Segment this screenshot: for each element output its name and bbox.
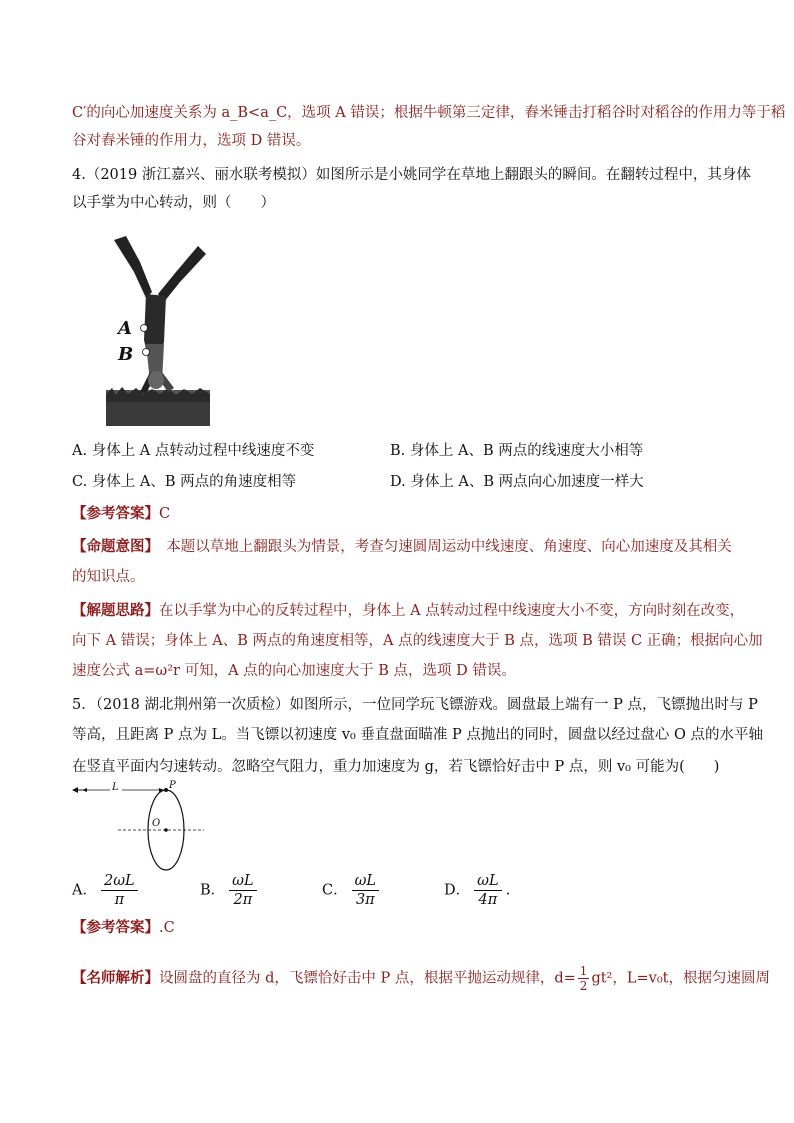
q4-stem-line-1: 4.（2019 浙江嘉兴、丽水联考模拟）如图所示是小姚同学在草地上翻跟头的瞬间。在翻转过程中，其身体: [72, 167, 751, 183]
q5-analysis-pre: 设圆盘的直径为 d，飞镖恰好击中 P 点，根据平抛运动规律，d=: [159, 970, 576, 987]
q4-handstand-photo: [106, 232, 210, 426]
q5-answer-value: .C: [159, 920, 175, 936]
q5-option-d-letter: D．: [444, 882, 471, 899]
q5-stem-line-1: 5．（2018 湖北荆州第一次质检）如图所示，一位同学玩飞镖游戏。圆盘最上端有一 P 点，飞镖抛出时与 P: [72, 697, 758, 713]
q5-answer-line: [72, 917, 175, 939]
q4-option-d: D. 身体上 A、B 两点向心加速度一样大: [390, 474, 644, 490]
q4-intent-text-1: 本题以草地上翻跟头为情景，考查匀速圆周运动中线速度、角速度、向心加速度及其相关: [151, 539, 732, 555]
point-p-marker: [164, 788, 168, 792]
q5-option-c: [322, 872, 383, 909]
q4-answer-value: C: [159, 506, 171, 522]
q4-solution-line-2: 向下 A 错误；身体上 A、B 两点的角速度相等，A 点的线速度大于 B 点，选项 B 错误 C 正确；根据向心加: [72, 633, 763, 649]
q5-option-b-letter: B．: [200, 882, 226, 899]
q4-stem-line-2: 以手掌为中心转动，则（ ）: [72, 195, 275, 211]
q5-stem-line-2: 等高，且距离 P 点为 L。当飞镖以初速度 v₀ 垂直盘面瞄准 P 点抛出的同时，圆盘以经过盘心 O 点的水平轴: [72, 727, 764, 743]
q5-option-a-den: π: [114, 892, 125, 908]
q5-option-a-num: 2ωL: [101, 872, 138, 891]
q5-option-b-fraction: [229, 872, 256, 909]
q4-solution-text-1: 在以手掌为中心的反转过程中，身体上 A 点转动过程中线速度大小不变，方向时刻在改变，: [159, 603, 745, 619]
q4-intent-label: 【命题意图】: [72, 538, 152, 555]
q5-analysis-frac-num: 1: [579, 964, 588, 978]
q5-option-b: [200, 872, 261, 909]
point-o-marker: [164, 828, 168, 832]
continuation-line-1: C′的向心加速度关系为 a_B<a_C，选项 A 错误；根据牛顿第三定律，舂米锤击打稻谷时对稻谷的作用力等于稻: [72, 105, 786, 121]
label-p: P: [169, 780, 176, 791]
q5-option-b-num: ωL: [229, 872, 256, 891]
q4-intent-line-1: [72, 536, 732, 558]
q5-option-c-letter: C．: [322, 882, 348, 899]
q4-option-c: C. 身体上 A、B 两点的角速度相等: [72, 474, 297, 490]
q5-analysis-post: gt²，L=v₀t，根据匀速圆周: [591, 970, 770, 987]
q5-option-d-fraction: [474, 872, 501, 909]
q4-option-a: A. 身体上 A 点转动过程中线速度不变: [72, 443, 315, 459]
continuation-line-2: 谷对舂米锤的作用力，选项 D 错误。: [72, 133, 311, 149]
q5-option-d-num: ωL: [474, 872, 501, 891]
q5-option-d: [444, 872, 510, 909]
label-o: O: [152, 818, 161, 829]
q5-option-d-den: 4π: [478, 892, 498, 908]
q4-intent-line-2: 的知识点。: [72, 569, 145, 585]
photo-label-b: B: [118, 344, 134, 365]
q5-option-a: [72, 872, 142, 909]
q5-option-a-fraction: [101, 872, 138, 909]
q5-stem-line-3: 在竖直平面内匀速转动。忽略空气阻力，重力加速度为 g，若飞镖恰好击中 P 点，则 v₀ 可能为( ): [72, 759, 720, 775]
q5-option-c-num: ωL: [352, 872, 379, 891]
q4-solution-line-1: [72, 600, 744, 622]
q5-option-a-letter: A．: [72, 882, 97, 899]
photo-label-a: A: [118, 318, 132, 339]
q5-option-d-tail: .: [505, 882, 511, 899]
dart-disk-figure: [70, 780, 210, 872]
label-l: L: [112, 782, 119, 793]
q4-option-b: B. 身体上 A、B 两点的线速度大小相等: [390, 443, 644, 459]
point-b-marker: [143, 349, 150, 356]
q5-option-c-den: 3π: [355, 892, 375, 908]
q5-option-b-den: 2π: [233, 892, 253, 908]
q5-analysis-line: [72, 964, 770, 993]
q4-solution-line-3: 速度公式 a=ω²r 可知，A 点的向心加速度大于 B 点，选项 D 错误。: [72, 663, 516, 679]
q5-analysis-frac-den: 2: [579, 979, 588, 993]
q5-analysis-label: 【名师解析】: [72, 969, 159, 987]
point-a-marker: [141, 325, 148, 332]
q4-answer-line: [72, 503, 170, 525]
q5-option-c-fraction: [352, 872, 379, 909]
q4-answer-label: 【参考答案】: [72, 505, 159, 522]
q5-analysis-fraction: [578, 964, 590, 993]
q5-answer-label: 【参考答案】: [72, 919, 159, 936]
q4-solution-label: 【解题思路】: [72, 602, 159, 619]
q5-dart-diagram: [70, 780, 210, 872]
